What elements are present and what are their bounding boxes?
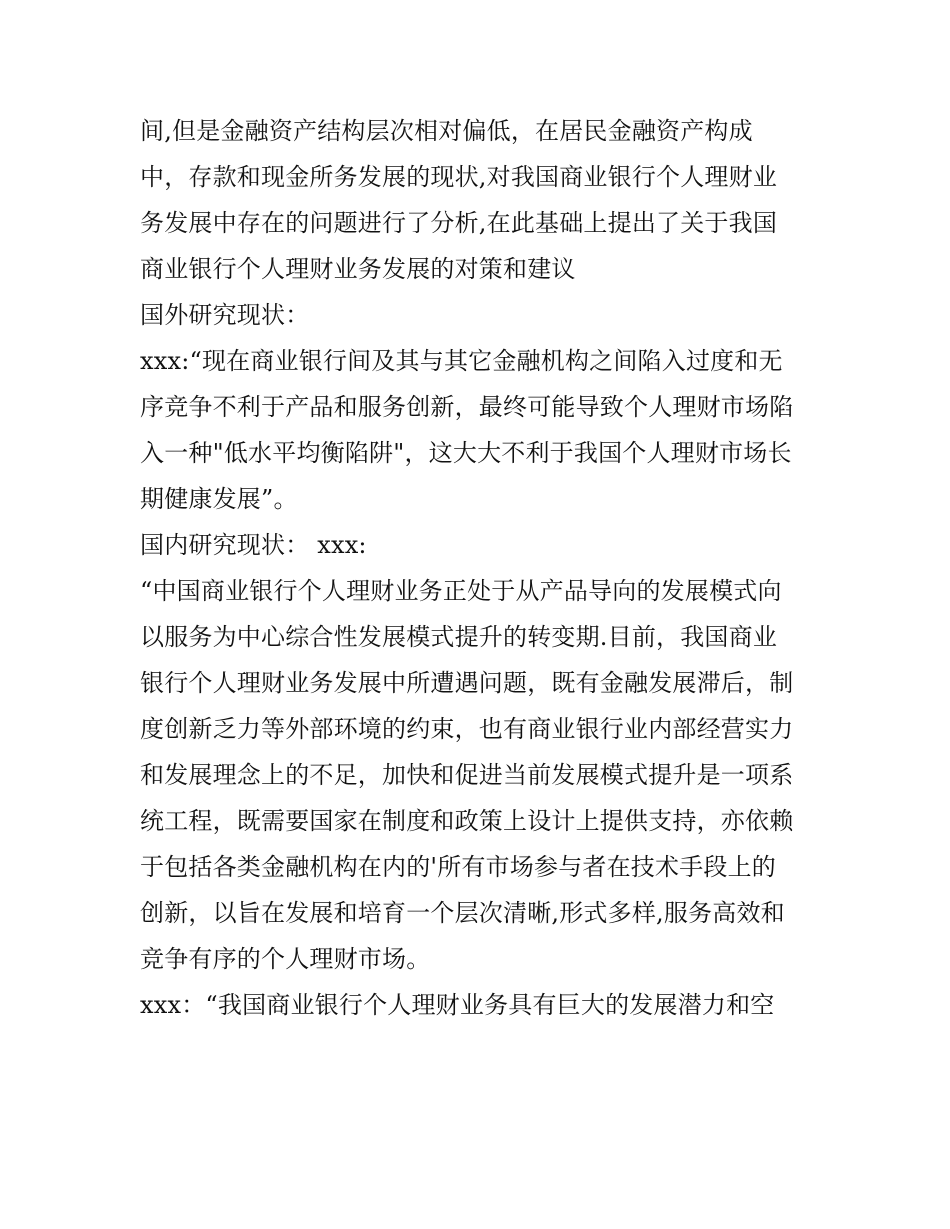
text-line: 入一种"低水平均衡陷阱"，这大大不利于我国个人理财市场长 — [140, 439, 792, 467]
text-line: 以服务为中心综合性发展模式提升的转变期.目前，我国商业 — [140, 623, 778, 651]
text-line: xxx：“我国商业银行个人理财业务具有巨大的发展潜力和空 — [140, 991, 775, 1019]
text-line: 于包括各类金融机构在内的'所有市场参与者在技术手段上的 — [140, 853, 776, 881]
text-line: 统工程，既需要国家在制度和政策上设计上提供支持，亦依赖 — [140, 807, 794, 835]
text-line: 创新，以旨在发展和培育一个层次清晰,形式多样,服务高效和 — [140, 899, 785, 927]
text-line: 度创新乏力等外部环境的约束，也有商业银行业内部经营实力 — [140, 715, 794, 743]
document-body — [140, 108, 830, 1028]
text-line: 中，存款和现金所务发展的现状,对我国商业银行个人理财业 — [140, 163, 778, 191]
text-line: 序竞争不利于产品和服务创新，最终可能导致个人理财市场陷 — [140, 393, 794, 421]
text-line: xxx:“现在商业银行间及其与其它金融机构之间陷入过度和无 — [140, 347, 783, 375]
section-heading-foreign-research: 国外研究现状： — [140, 301, 310, 329]
text-line: 银行个人理财业务发展中所遭遇问题，既有金融发展滞后，制 — [140, 669, 794, 697]
text-line: 竞争有序的个人理财市场。 — [140, 945, 431, 973]
text-line: 间,但是金融资产结构层次相对偏低，在居民金融资产构成 — [140, 117, 753, 145]
text-line: 和发展理念上的不足，加快和促进当前发展模式提升是一项系 — [140, 761, 794, 789]
text-line: 期健康发展”。 — [140, 485, 298, 513]
text-line: 商业银行个人理财业务发展的对策和建议 — [140, 255, 576, 283]
section-heading-domestic-research: 国内研究现状： xxx: — [140, 531, 367, 559]
text-line: 务发展中存在的问题进行了分析,在此基础上提出了关于我国 — [140, 209, 778, 237]
text-line: “中国商业银行个人理财业务正处于从产品导向的发展模式向 — [140, 577, 782, 605]
